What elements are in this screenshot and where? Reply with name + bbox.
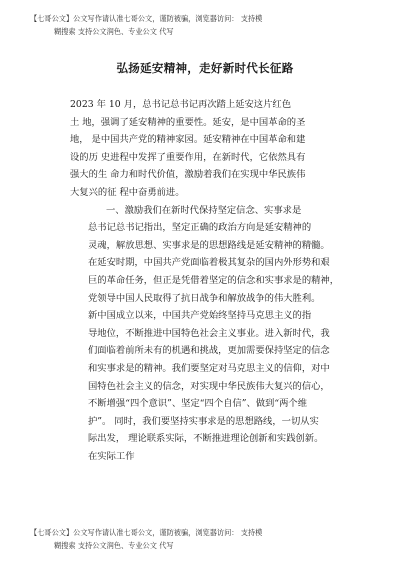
document-title: 弘扬延安精神，走好新时代长征路 — [116, 61, 294, 75]
paragraph — [88, 202, 360, 220]
footer-line-2: 糊搜索 支持公文润色、专业公文 代写 — [54, 541, 174, 550]
text-line: 设的历 史进程中发挥了重要作用，在新时代，它依然具有 — [70, 151, 306, 163]
header-line-1: 【七哥公文】公文写作请认准七哥公文，谨防被骗，浏览器访问： 支持模 — [30, 14, 263, 23]
text-line: 灵魂，解放思想、实事求是的思想路线是延安精神的精髓。 — [88, 239, 330, 251]
text-line: 不断增强“四个意识”、坚定“四个自信”、做到“两个维 — [88, 398, 307, 410]
text-line: 们面临着前所未有的机遇和挑战，更加需要保持坚定的信念 — [88, 345, 330, 357]
text-line: 国特色社会主义的信念，对实现中华民族伟大复兴的信心， — [88, 380, 330, 392]
page-footer — [30, 526, 390, 552]
text-line: 导地位，不断推进中国特色社会主义事业。进入新时代，我 — [88, 327, 330, 339]
text-line: 党领导中国人民取得了抗日战争和解放战争的伟大胜利。 — [88, 292, 321, 304]
text-line: 一、激励我们在新时代保持坚定信念、实事求是 — [106, 204, 302, 216]
paragraph — [88, 307, 360, 465]
text-line: 在实际工作 — [88, 450, 135, 462]
paragraph — [70, 96, 360, 202]
footer-line-1: 【七哥公文】公文写作请认准七哥公文，谨防被骗，浏览器访问： 支持模 — [30, 528, 263, 537]
text-line: 大复兴的征 程中奋勇前进。 — [70, 186, 185, 198]
document-body — [70, 96, 360, 465]
text-line: 强大的生 命力和时代价值，激励着我们在实现中华民族伟 — [70, 169, 306, 181]
text-line: 地， 是中国共产党的精神家园。延安精神在中国革命和建 — [70, 134, 306, 146]
text-line: 在延安时期，中国共产党面临着极其复杂的国内外形势和艰 — [88, 257, 330, 269]
text-line: 和实事求是的精神。我们要坚定对马克思主义的信仰，对中 — [88, 362, 330, 374]
header-line-2: 糊搜索 支持公文润色、专业公文 代写 — [54, 27, 174, 36]
text-line: 总书记总书记指出，坚定正确的政治方向是延安精神的 — [88, 222, 312, 234]
text-line: 护”。 同时，我们要坚持实事求是的思想路线，一切从实 — [88, 415, 319, 427]
text-line: 新中国成立以来，中国共产党始终坚持马克思主义的指 — [88, 310, 312, 322]
page-header — [30, 12, 390, 38]
text-line: 土 地，强调了延安精神的重要性。延安，是中国革命的圣 — [70, 116, 306, 128]
paragraph — [88, 219, 360, 307]
text-line: 际出发， 理论联系实际，不断推进理论创新和实践创新。 — [88, 433, 324, 445]
text-line: 2023 年 10 月，总书记总书记再次踏上延安这片红色 — [70, 99, 291, 110]
text-line: 巨的革命任务，但正是凭借着坚定的信念和实事求是的精神， — [88, 274, 340, 286]
